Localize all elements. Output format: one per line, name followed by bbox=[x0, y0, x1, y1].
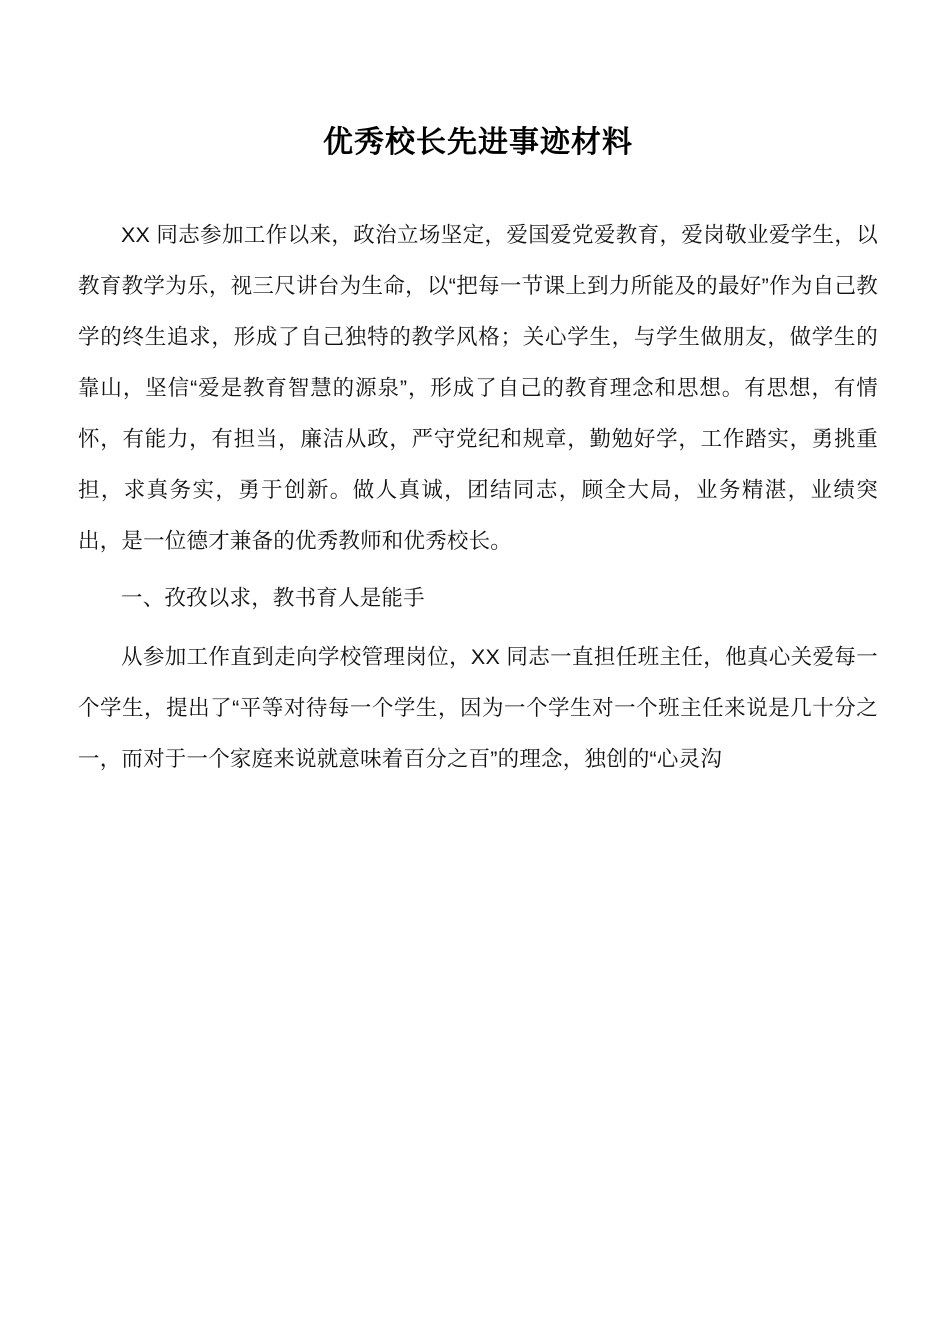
page-title: 优秀校长先进事迹材料 bbox=[323, 126, 633, 159]
intro-paragraph: XX 同志参加工作以来，政治立场坚定，爱国爱党爱教育，爱岗敬业爱学生，以教育教学为乐，视三尺讲台为生命，以“把每一节课上到力所能及的最好”作为自己教学的终生追求，形成了自己独特的教学风格；关心学生，与学生做朋友，做学生的靠山，坚信“爱是教育智慧的源泉”，形成了自己的教育理念和思想。有思想，有情怀，有能力，有担当，廉洁从政，严守党纪和规章，勤勉好学，工作踏实，勇挑重担，求真务实，勇于创新。做人真诚，团结同志，顾全大局，业务精湛，业绩突出，是一位德才兼备的优秀教师和优秀校长。 bbox=[78, 223, 878, 553]
page-content-area bbox=[78, 0, 878, 1344]
section-1-paragraph: 从参加工作直到走向学校管理岗位，XX 同志一直担任班主任，他真心关爱每一个学生，提出了“平等对待每一个学生，因为一个学生对一个班主任来说是几十分之一，而对于一个家庭来说就意味着百分之百”的理念，独创的“心灵沟 bbox=[78, 644, 878, 771]
section-heading-1: 一、孜孜以求，教书育人是能手 bbox=[121, 585, 425, 610]
